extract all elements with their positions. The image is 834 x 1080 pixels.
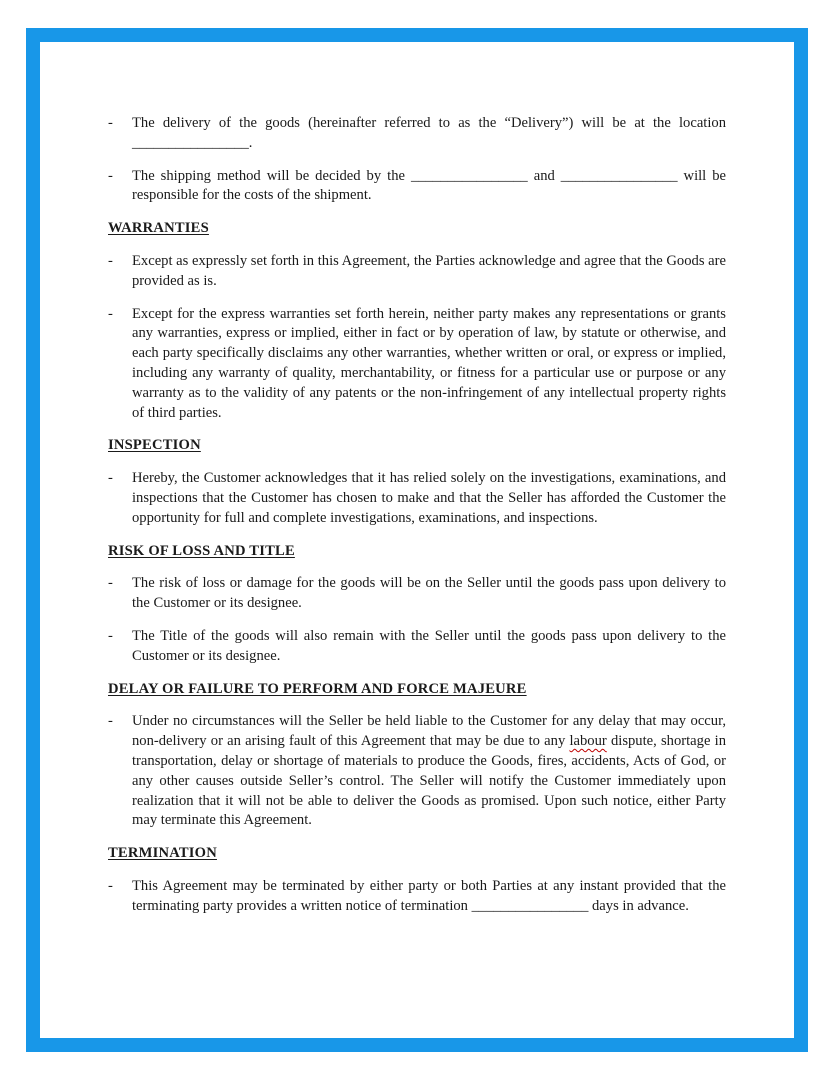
list-item [108,574,726,614]
section-delay-force-majeure [108,680,726,832]
bullet-dash: - [108,627,113,644]
bullet-dash: - [108,575,113,592]
list-item [108,305,726,424]
document-body [108,114,726,930]
item-text: The risk of loss or damage for the goods will be on the Seller until the goods pass upon delivery to the Customer or its designee. [132,575,726,612]
list-item [108,627,726,667]
bullet-dash: - [108,470,113,487]
bullet-dash: - [108,167,113,184]
list-item [108,252,726,292]
section-warranties [108,219,726,423]
bullet-dash: - [108,115,113,131]
item-text: The delivery of the goods (hereinafter referred to as the “Delivery”) will be at the location ________________. [132,115,726,151]
item-text: Except for the express warranties set forth herein, neither party makes any representations or grants any warranties, express or implied, either in fact or by operation of law, by statute or otherwise, and each party specifically disclaims any other warranties, whether written or oral, or express or implied, including any warranty of quality, merchantability, or fitness for a particular use or purpose or any warranty as to the validity of any patents or the non-infringement of any intellectual property rights of third parties. [132,305,726,421]
section-heading: RISK OF LOSS AND TITLE [108,542,295,559]
bullet-dash: - [108,252,113,269]
list-item [108,167,726,207]
list-item [108,877,726,917]
item-text: The Title of the goods will also remain with the Seller until the goods pass upon delivery to the Customer or its designee. [132,627,726,664]
section-heading: TERMINATION [108,845,217,862]
list-item [108,114,726,154]
bullet-dash: - [108,713,113,730]
list-item [108,469,726,528]
section-termination [108,844,726,916]
item-text: The shipping method will be decided by the ________________ and ________________ will be responsible for the costs of the shipment. [132,167,726,204]
bullet-dash: - [108,305,113,322]
list-item [108,712,726,831]
spellcheck-word: labour [569,733,607,750]
section-heading: WARRANTIES [108,220,209,237]
section-risk-of-loss [108,542,726,667]
item-text: Under no circumstances will the Seller be held liable to the Customer for any delay that may occur, non-delivery or an arising fault of this Agreement that may be due to any labour dispute, shortage in transportation, delay or shortage of materials to produce the Goods, fires, accidents, Acts of God, or any other causes outside Seller’s control. The Seller will notify the Customer immediately upon realization that it will not be able to deliver the Goods as promised. Upon such notice, either Party may terminate this Agreement. [132,713,726,829]
section-inspection [108,436,726,528]
section-heading: DELAY OR FAILURE TO PERFORM AND FORCE MAJEURE [108,680,527,697]
item-text: This Agreement may be terminated by either party or both Parties at any instant provided that the terminating party provides a written notice of termination ________________ days in advance. [132,877,726,914]
bullet-dash: - [108,877,113,894]
item-text: Hereby, the Customer acknowledges that it has relied solely on the investigations, examinations, and inspections that the Customer has chosen to make and that the Seller has afforded the Customer the opportunity for full and complete investigations, examinations, and inspections. [132,470,726,526]
item-text: Except as expressly set forth in this Agreement, the Parties acknowledge and agree that the Goods are provided as is. [132,252,726,289]
section-delivery [108,114,726,206]
section-heading: INSPECTION [108,437,201,454]
